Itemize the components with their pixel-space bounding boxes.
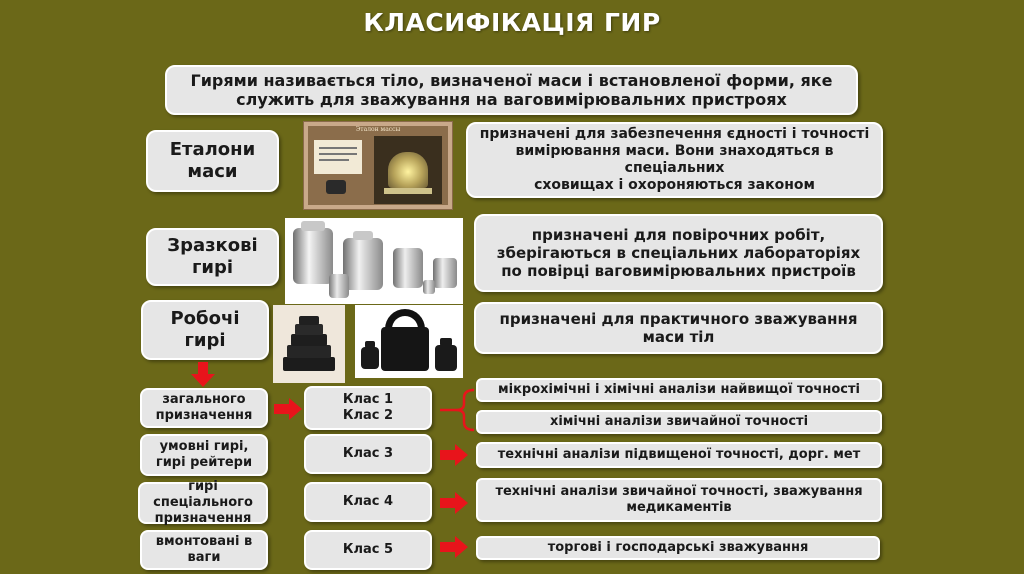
photo-caption: Эталон массы (355, 126, 401, 133)
application-technical-high: технічні аналізи підвищеної точності, дорг. мет (476, 442, 882, 468)
page-title: КЛАСИФІКАЦІЯ ГИР (363, 8, 661, 37)
right-arrow-icon (274, 398, 302, 420)
category-reference-weights-description: призначені для повірочних робіт, зберігаються в спеціальних лабораторіях по повірці ваговимірювальних пристроїв (474, 214, 883, 292)
definition-box: Гирями називається тіло, визначеної маси і встановленої форми, яке служить для зважування на ваговимірювальних пристроях (165, 65, 858, 115)
category-working-weights-label: Робочі гирі (141, 300, 269, 360)
application-chemical-normal: хімічні аналізи звичайної точності (476, 410, 882, 434)
right-arrow-icon (440, 492, 468, 514)
application-trade: торгові і господарські зважування (476, 536, 880, 560)
class-1-2: Клас 1 Клас 2 (304, 386, 432, 430)
category-reference-weights-label: Зразкові гирі (146, 228, 279, 286)
application-technical-normal: технічні аналізи звичайної точності, зважування медикаментів (476, 478, 882, 522)
type-special-purpose: гирі спеціального призначення (138, 482, 268, 524)
bracket-icon (436, 386, 476, 434)
type-built-in: вмонтовані в ваги (140, 530, 268, 570)
reference-weights-photo (285, 218, 463, 304)
category-working-weights-description: призначені для практичного зважування маси тіл (474, 302, 883, 354)
category-standards-label: Еталони маси (146, 130, 279, 192)
class-4: Клас 4 (304, 482, 432, 522)
application-microchemical: мікрохімічні і хімічні аналізи найвищої точності (476, 378, 882, 402)
right-arrow-icon (440, 444, 468, 466)
class-5: Клас 5 (304, 530, 432, 570)
type-general-purpose: загального призначення (140, 388, 268, 428)
right-arrow-icon (440, 536, 468, 558)
working-weights-stack-photo (273, 305, 345, 383)
category-standards-description: призначені для забезпечення єдності і точності вимірювання маси. Вони знаходяться в спеціальних сховищах і охороняються законом (466, 122, 883, 198)
type-conditional-rider: умовні гирі, гирі рейтери (140, 434, 268, 476)
mass-standard-photo (303, 121, 453, 210)
working-weights-knob-photo (355, 305, 463, 378)
class-3: Клас 3 (304, 434, 432, 474)
down-arrow-icon (190, 362, 216, 388)
